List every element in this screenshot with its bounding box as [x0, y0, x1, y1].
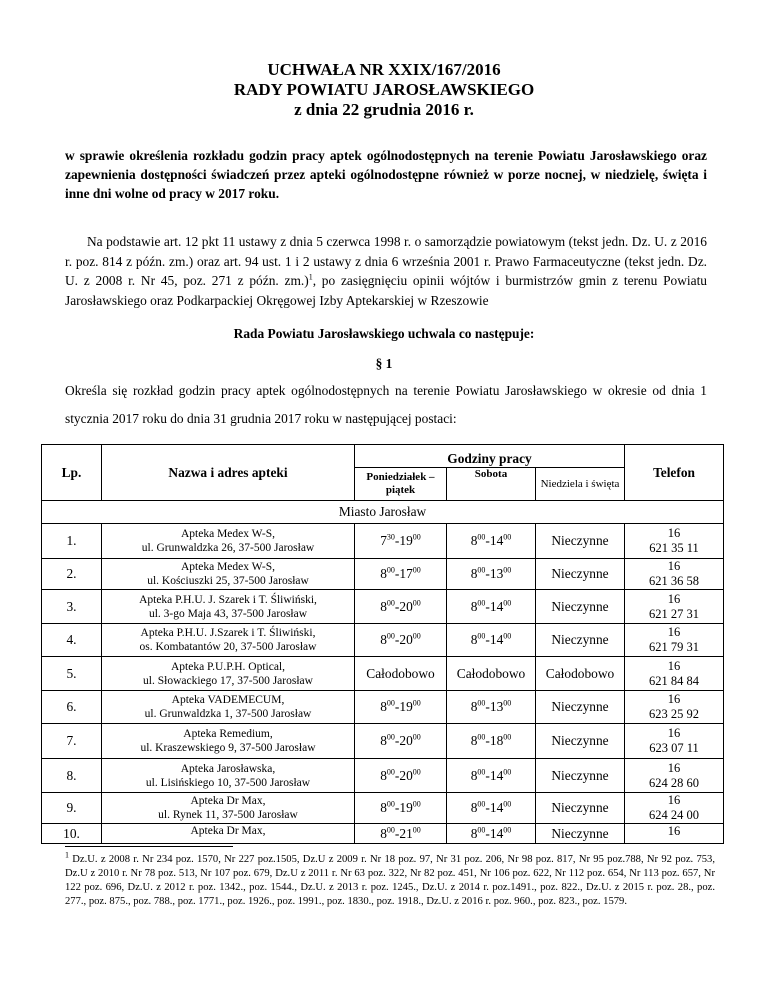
- sunday-status: Nieczynne: [551, 825, 609, 841]
- phone-number: 624 24 00: [649, 808, 700, 822]
- row-number: 7.: [66, 733, 77, 748]
- name-cell: [102, 824, 355, 844]
- phone-area: 16: [667, 793, 681, 807]
- lp-cell: [42, 824, 102, 844]
- lp-cell: [42, 657, 102, 691]
- sunday-status: Nieczynne: [551, 767, 609, 783]
- pharmacy-name: Apteka Remedium,: [183, 728, 273, 740]
- name-cell: [102, 657, 355, 691]
- lp-cell: [42, 559, 102, 590]
- table-row: [42, 657, 724, 691]
- name-cell: [102, 724, 355, 759]
- sunday-cell: [536, 759, 625, 793]
- row-number: 3.: [66, 598, 77, 614]
- lp-cell: [42, 691, 102, 724]
- section-mark: § 1: [375, 356, 393, 371]
- table-row: [42, 759, 724, 793]
- phone-area: 16: [667, 692, 681, 706]
- sunday-cell: [536, 559, 625, 590]
- phone-cell: [625, 590, 724, 624]
- table-row: [42, 691, 724, 724]
- legal-basis-part2: , po zasięgnięciu opinii wójtów i burmistrzów gmin z terenu Powiatu Jarosławskiego oraz Podkarpackiej Okręgowej Izby Aptekarskiej w Rzeszowie: [65, 273, 707, 308]
- saturday-cell: [447, 691, 536, 724]
- footnote-text: Dz.U. z 2008 r. Nr 234 poz. 1570, Nr 227 poz.1505, Dz.U z 2009 r. Nr 18 poz. 97, Nr 31 poz. 206, Nr 98 poz. 817, Nr 95 poz.788, Nr 92 poz. 753, Dz.U z 2010 r. Nr 78 poz. 513, Nr 107 poz. 679, Dz.U z 2011 r. Nr 63 poz. 322, Nr 82 poz. 451, Nr 106 poz. 622, Nr 112 poz. 654, Nr 113 poz. 657, Nr 122 poz. 696, Dz.U. z 2012 r. poz. 1342., poz. 1544., Dz.U. z 2013 r. poz. 1245., Dz.U. z 2014 r. poz.1491., poz. 822., Dz.U. z 2015 r. poz. 28., poz. 277., poz. 875., poz. 788., poz. 1771., poz. 1926., poz. 1991., poz. 1830., poz. 1918., Dz.U. z 2016 r. poz. 960., poz. 823., poz. 1579.: [65, 854, 715, 907]
- weekday-cell: [355, 524, 447, 559]
- saturday-hours: $8^{00}-14^{00}$: [470, 799, 512, 815]
- phone-cell: [625, 824, 724, 844]
- sunday-cell: [536, 691, 625, 724]
- name-cell: [102, 793, 355, 824]
- phone-cell: [625, 691, 724, 724]
- saturday-cell: [447, 590, 536, 624]
- row-number: 4.: [66, 632, 77, 647]
- all-day-weekday: Całodobowo: [366, 665, 435, 681]
- weekday-cell: [355, 590, 447, 624]
- header-saturday: Sobota: [447, 468, 536, 501]
- phone-cell: [625, 559, 724, 590]
- pharmacy-address: ul. Lisińskiego 10, 37-500 Jarosław: [145, 776, 311, 789]
- pharmacy-name: Apteka Medex W-S,: [180, 528, 275, 540]
- sunday-status: Nieczynne: [551, 566, 609, 581]
- phone-cell: [625, 759, 724, 793]
- sunday-status: Nieczynne: [551, 533, 609, 548]
- phone-area: 16: [667, 726, 681, 740]
- saturday-hours: $8^{00}-14^{00}$: [470, 598, 512, 614]
- weekday-hours: $8^{00}-19^{00}$: [380, 698, 421, 714]
- phone-cell: [625, 724, 724, 759]
- saturday-hours: $8^{00}-18^{00}$: [470, 732, 512, 748]
- sunday-status: Nieczynne: [551, 699, 609, 714]
- phone-number: 624 28 60: [649, 775, 700, 790]
- phone-cell: [625, 657, 724, 691]
- saturday-cell: [447, 759, 536, 793]
- weekday-cell: [355, 759, 447, 793]
- pharmacy-name: Apteka VADEMECUM,: [171, 694, 285, 706]
- pharmacy-name: Apteka P.H.U. J.Szarek i T. Śliwiński,: [140, 627, 316, 639]
- table-row: [42, 524, 724, 559]
- row-number: 10.: [63, 825, 80, 841]
- sunday-cell: [536, 624, 625, 657]
- all-day-sunday: Całodobowo: [545, 665, 615, 681]
- weekday-hours: $8^{00}-17^{00}$: [380, 565, 421, 581]
- resolves-heading: Rada Powiatu Jarosławskiego uchwala co następuje:: [233, 326, 535, 341]
- saturday-hours: $8^{00}-14^{00}$: [470, 767, 512, 783]
- hours-cell: [536, 657, 625, 691]
- weekday-hours: $8^{00}-20^{00}$: [380, 767, 421, 783]
- header-weekday: Poniedziałek – piątek: [355, 468, 447, 501]
- lp-cell: [42, 759, 102, 793]
- lp-cell: [42, 793, 102, 824]
- saturday-cell: [447, 624, 536, 657]
- row-number: 5.: [66, 665, 77, 681]
- table-row: [42, 559, 724, 590]
- phone-area: 16: [667, 526, 681, 540]
- pharmacy-address: ul. Słowackiego 17, 37-500 Jarosław: [143, 674, 313, 687]
- phone-number: 621 84 84: [649, 673, 700, 688]
- weekday-cell: [355, 824, 447, 844]
- weekday-hours: $8^{00}-20^{00}$: [380, 598, 421, 614]
- pharmacy-name: Apteka Jarosławska,: [180, 762, 276, 775]
- pharmacy-name: Apteka Dr Max,: [190, 795, 266, 807]
- table-row: [42, 590, 724, 624]
- pharmacy-address: ul. Grunwaldzka 26, 37-500 Jarosław: [141, 542, 315, 554]
- pharmacy-name: Apteka P.H.U. J. Szarek i T. Śliwiński,: [139, 593, 317, 606]
- weekday-hours: $8^{00}-20^{00}$: [380, 732, 421, 748]
- name-cell: [102, 691, 355, 724]
- resolution-number: UCHWAŁA NR XXIX/167/2016: [267, 60, 501, 79]
- phone-number: 623 25 92: [649, 707, 700, 721]
- weekday-hours: $8^{00}-20^{00}$: [380, 631, 421, 647]
- name-cell: [102, 624, 355, 657]
- legal-basis: [65, 232, 707, 310]
- lp-cell: [42, 590, 102, 624]
- phone-area: 16: [667, 591, 681, 606]
- table-row: [42, 824, 724, 844]
- row-number: 8.: [66, 767, 77, 783]
- group-row: Miasto Jarosław: [42, 501, 724, 524]
- sunday-cell: [536, 724, 625, 759]
- weekday-cell: [355, 793, 447, 824]
- pharmacy-name: Apteka P.U.P.H. Optical,: [170, 660, 286, 673]
- header-sunday: Niedziela i święta: [536, 468, 625, 501]
- header-lp: Lp.: [42, 445, 102, 501]
- sunday-cell: [536, 793, 625, 824]
- phone-area: 16: [667, 625, 681, 639]
- table-row: [42, 724, 724, 759]
- phone-number: 621 36 58: [649, 574, 700, 588]
- legal-basis-part1: Na podstawie art. 12 pkt 11 ustawy z dnia 5 czerwca 1998 r. o samorządzie powiatowym (tekst jedn. Dz. U. z 2016 r. poz. 814 z późn. zm.) oraz art. 94 ust. 1 i 2 ustawy z dnia 6 września 2001 r. Prawo Farmaceutyczne (tekst jedn. Dz. U. z 2008 r. Nr 45, poz. 271 z późn. zm.): [65, 234, 707, 288]
- sunday-cell: [536, 824, 625, 844]
- header-phone: Telefon: [625, 445, 724, 501]
- lp-cell: [42, 724, 102, 759]
- name-cell: [102, 559, 355, 590]
- pharmacy-address: ul. Kościuszki 25, 37-500 Jarosław: [147, 575, 309, 587]
- weekday-hours: $8^{00}-21^{00}$: [380, 825, 421, 841]
- saturday-cell: [447, 524, 536, 559]
- phone-cell: [625, 624, 724, 657]
- weekday-cell: [355, 724, 447, 759]
- sunday-cell: [536, 590, 625, 624]
- all-day-saturday: Całodobowo: [456, 665, 526, 681]
- table-row: [42, 624, 724, 657]
- saturday-cell: [447, 793, 536, 824]
- phone-area: 16: [667, 658, 681, 673]
- saturday-hours: $8^{00}-13^{00}$: [470, 565, 512, 581]
- footnote: [65, 850, 715, 909]
- header-name: Nazwa i adres apteki: [102, 445, 355, 501]
- saturday-cell: [447, 559, 536, 590]
- hours-cell: [355, 657, 447, 691]
- footnote-mark: 1: [65, 850, 69, 860]
- phone-area: 16: [667, 760, 681, 775]
- hours-cell: [447, 657, 536, 691]
- name-cell: [102, 590, 355, 624]
- saturday-cell: [447, 824, 536, 844]
- name-cell: [102, 524, 355, 559]
- pharmacy-address: ul. Rynek 11, 37-500 Jarosław: [158, 809, 298, 821]
- pharmacy-address: ul. Kraszewskiego 9, 37-500 Jarosław: [140, 742, 316, 754]
- weekday-hours: $7^{30}-19^{00}$: [380, 532, 421, 548]
- phone-cell: [625, 524, 724, 559]
- phone-number: 621 79 31: [649, 640, 700, 654]
- pharmacy-address: ul. Grunwaldzka 1, 37-500 Jarosław: [144, 708, 312, 720]
- table-row: [42, 793, 724, 824]
- sunday-status: Nieczynne: [551, 800, 609, 815]
- phone-number: 623 07 11: [649, 741, 699, 755]
- weekday-hours: $8^{00}-19^{00}$: [380, 799, 421, 815]
- row-number: 6.: [66, 699, 77, 714]
- name-cell: [102, 759, 355, 793]
- phone-area: 16: [667, 559, 681, 573]
- sunday-status: Nieczynne: [551, 632, 609, 647]
- footnote-separator: [65, 846, 233, 847]
- saturday-hours: $8^{00}-14^{00}$: [470, 532, 512, 548]
- pharmacy-name: Apteka Dr Max,: [190, 825, 266, 837]
- saturday-hours: $8^{00}-14^{00}$: [470, 825, 512, 841]
- sunday-status: Nieczynne: [551, 598, 609, 614]
- header-hours: Godziny pracy: [355, 445, 625, 468]
- saturday-hours: $8^{00}-14^{00}$: [470, 631, 512, 647]
- pharmacy-name: Apteka Medex W-S,: [180, 561, 275, 573]
- resolution-date: z dnia 22 grudnia 2016 r.: [294, 100, 474, 119]
- pharmacy-address: ul. 3-go Maja 43, 37-500 Jarosław: [148, 607, 308, 620]
- phone-number: 621 35 11: [649, 541, 699, 555]
- row-number: 9.: [66, 800, 77, 815]
- weekday-cell: [355, 559, 447, 590]
- footnote-ref: 1: [308, 272, 313, 282]
- section-text: Określa się rozkład godzin pracy aptek ogólnodostępnych na terenie Powiatu Jarosławskiego w okresie od dnia 1 stycznia 2017 roku do dnia 31 grudnia 2017 roku w następującej postaci:: [65, 383, 707, 426]
- phone-number: 621 27 31: [649, 606, 700, 621]
- pharmacy-schedule-table: [41, 444, 724, 844]
- weekday-cell: [355, 624, 447, 657]
- phone-area: 16: [667, 824, 681, 838]
- lp-cell: [42, 524, 102, 559]
- resolution-subject: w sprawie określenia rozkładu godzin pracy aptek ogólnodostępnych na terenie Powiatu Jarosławskiego oraz zapewnienia dostępności świadczeń przez apteki ogólnodostępne również w porze nocnej, w niedzielę, święta i inne dni wolne od pracy w 2017 roku.: [65, 148, 707, 201]
- council-name: RADY POWIATU JAROSŁAWSKIEGO: [233, 80, 535, 99]
- lp-cell: [42, 624, 102, 657]
- sunday-status: Nieczynne: [551, 733, 609, 748]
- saturday-cell: [447, 724, 536, 759]
- weekday-cell: [355, 691, 447, 724]
- row-number: 2.: [66, 566, 77, 581]
- saturday-hours: $8^{00}-13^{00}$: [470, 698, 512, 714]
- row-number: 1.: [66, 533, 77, 548]
- sunday-cell: [536, 524, 625, 559]
- phone-cell: [625, 793, 724, 824]
- pharmacy-address: os. Kombatantów 20, 37-500 Jarosław: [139, 641, 317, 653]
